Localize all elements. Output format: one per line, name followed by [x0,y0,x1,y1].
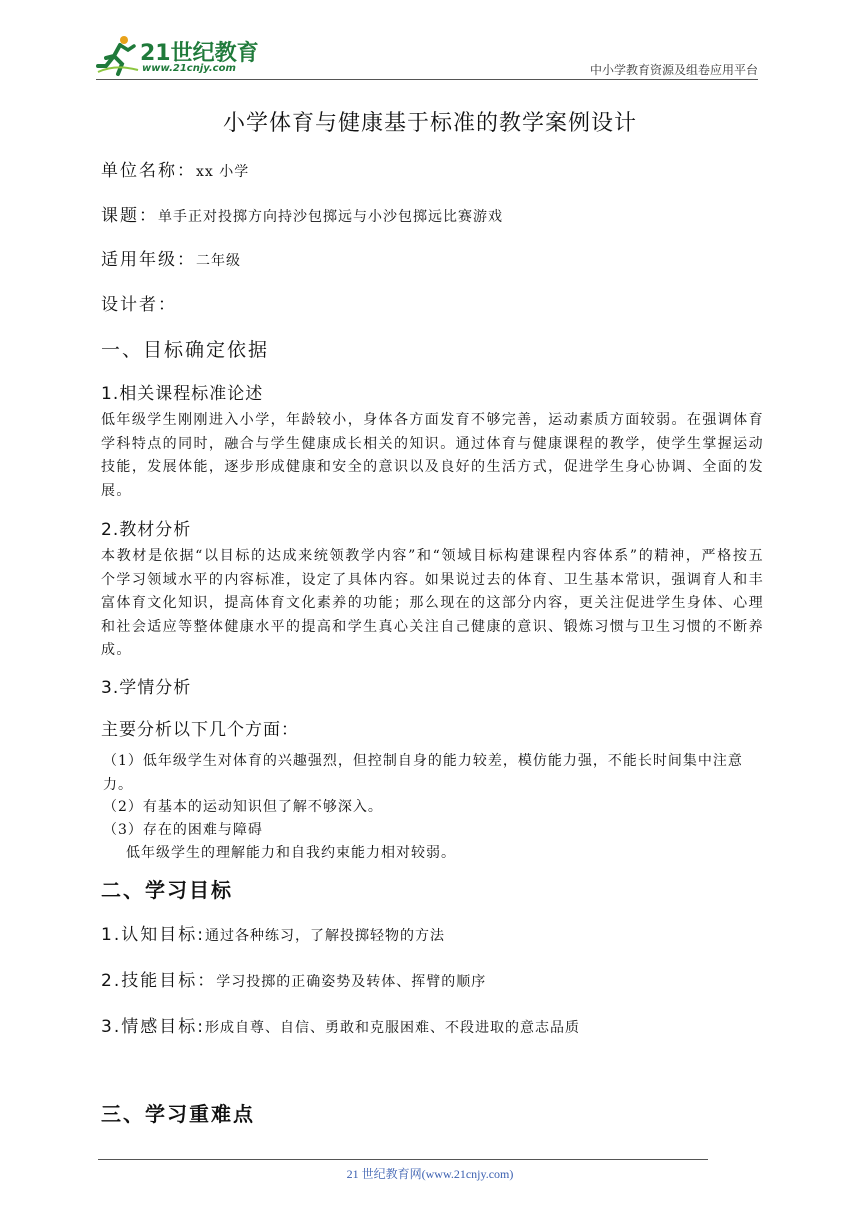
topic-label: 课题： [101,206,158,226]
goal-affective [101,1012,580,1037]
goal-skill-text: 学习投掷的正确姿势及转体、挥臂的顺序 [216,974,487,990]
goal-cognitive-label: 1.认知目标: [101,925,205,945]
analysis-item-3-detail: 低年级学生的理解能力和自我约束能力相对较弱。 [126,845,456,861]
standards-paragraph: 低年级学生刚刚进入小学，年龄较小，身体各方面发育不够完善，运动素质方面较弱。在强调体育学科特点的同时，融合与学生健康成长相关的知识。通过体育与健康课程的教学，使学生掌握运动技能，发展体能，逐步形成健康和安全的意识以及良好的生活方式，促进学生身心协调、全面的发展。 [101,412,764,499]
goal-skill-label: 2.技能目标： [101,971,217,991]
page-header [0,0,860,80]
goal-cognitive [101,920,445,945]
goal-affective-label: 3.情感目标: [101,1017,205,1037]
grade-label: 适用年级： [101,250,196,270]
header-divider [96,79,758,80]
analysis-item-2: （2）有基本的运动知识但了解不够深入。 [103,799,383,815]
section1-sub2-heading: 2.教材分析 [101,520,192,540]
document-title: 小学体育与健康基于标准的教学案例设计 [222,111,637,136]
unit-label: 单位名称： [101,161,196,181]
platform-name: 中小学教育资源及组卷应用平台 [589,63,758,77]
topic-value: 单手正对投掷方向持沙包掷远与小沙包掷远比赛游戏 [158,209,503,225]
goal-skill [101,966,486,991]
section1-heading: 一、目标确定依据 [101,339,270,361]
runner-logo-icon [96,34,140,78]
unit-value: xx 小学 [196,164,250,180]
site-logo[interactable] [96,34,259,78]
analysis-intro: 主要分析以下几个方面： [101,720,299,740]
section1-sub3-heading: 3.学情分析 [101,678,192,698]
unit-line [101,156,249,181]
footer-divider [98,1159,708,1160]
goal-affective-text: 形成自尊、自信、勇敢和克服困难、不段进取的意志品质 [204,1020,580,1036]
footer-link[interactable]: 21 世纪教育网(www.21cnjy.com) [346,1167,514,1181]
goal-cognitive-text: 通过各种练习，了解投掷轻物的方法 [204,928,445,944]
grade-line [101,245,241,270]
analysis-item-1: （1）低年级学生对体育的兴趣强烈，但控制自身的能力较差，模仿能力强，不能长时间集中注意力。 [103,753,743,793]
designer-label: 设计者： [101,295,177,315]
grade-value: 二年级 [196,253,241,269]
logo-url: www.21cnjy.com [142,63,236,74]
topic-line [101,201,503,226]
section2-heading: 二、学习目标 [101,878,233,902]
designer-line [101,290,177,315]
materials-paragraph: 本教材是依据“以目标的达成来统领教学内容”和“领域目标构建课程内容体系”的精神，严格按五个学习领域水平的内容标准，设定了具体内容。如果说过去的体育、卫生基本常识，强调育人和丰富体育文化知识，提高体育文化素养的功能；那么现在的这部分内容，更关注促进学生身体、心理和社会适应等整体健康水平的提高和学生真心关注自己健康的意识、锻炼习惯与卫生习惯的不断养成。 [101,548,764,658]
section1-sub1-heading: 1.相关课程标准论述 [101,384,264,404]
analysis-item-3: （3）存在的困难与障碍 [103,822,263,838]
section3-heading: 三、学习重难点 [101,1102,255,1126]
logo-text: 21世纪教育 [140,41,259,66]
